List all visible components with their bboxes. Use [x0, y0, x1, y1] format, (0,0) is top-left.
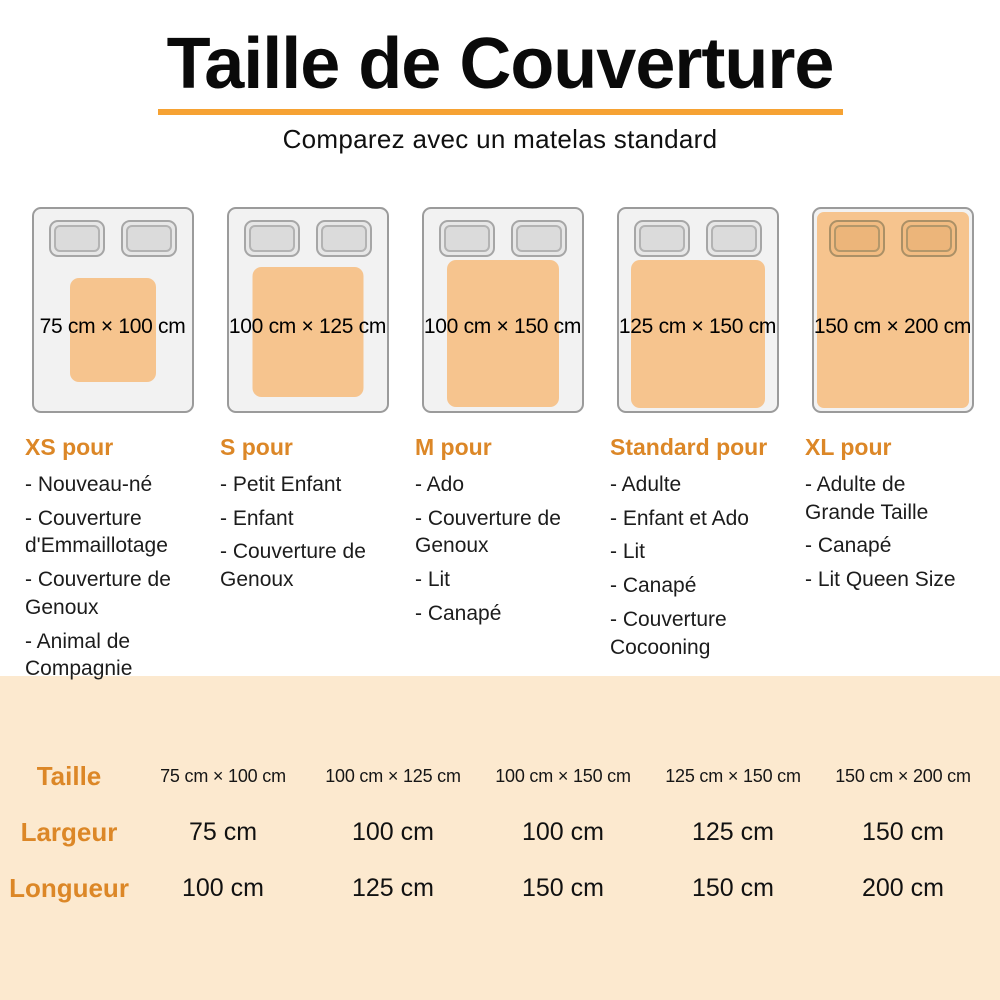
use-item: - Petit Enfant: [220, 473, 342, 496]
use-item: - Couverture d'Emmaillotage: [25, 506, 168, 558]
mattress-diagram-xs: [32, 207, 194, 413]
pillow-icon: [829, 220, 885, 257]
mattress-diagram-s: [227, 207, 389, 413]
table-cell: 200 cm: [862, 873, 944, 902]
use-item: - Couverture de Genoux: [220, 540, 366, 592]
size-column-xs: [25, 207, 200, 681]
size-column-s: [220, 207, 395, 676]
table-cell: 75 cm × 100 cm: [160, 765, 286, 786]
table-cell: 125 cm: [692, 817, 774, 846]
mattress-diagram-m: [422, 207, 584, 413]
size-column-xl: [805, 207, 980, 676]
pillow-icon: [244, 220, 300, 257]
size-title-m: M pour: [415, 434, 492, 460]
dimension-label-standard: 125 cm × 150 cm: [618, 315, 777, 338]
table-cell: 125 cm: [352, 873, 434, 902]
use-item: - Lit: [415, 568, 451, 592]
table-cell: 150 cm: [862, 817, 944, 846]
pillow-icon: [121, 220, 177, 257]
pillow-icon: [316, 220, 372, 257]
size-title-standard: Standard pour: [610, 434, 768, 460]
use-list-s: [220, 471, 395, 594]
use-list-xl: [805, 471, 980, 594]
table-cell: 100 cm: [182, 873, 264, 902]
use-item: - Canapé: [805, 534, 892, 558]
header: [0, 0, 1000, 172]
table-row-label-taille: Taille: [36, 760, 102, 791]
use-list-m: [415, 471, 590, 628]
use-item: - Couverture de Genoux: [415, 506, 561, 558]
use-list-xs: [25, 471, 200, 683]
table-cell: 100 cm × 125 cm: [325, 765, 461, 786]
dimension-label-xl: 150 cm × 200 cm: [813, 315, 972, 338]
size-table-band: [0, 676, 1000, 1000]
table-cell: 100 cm: [352, 817, 434, 846]
use-item: - Ado: [415, 473, 465, 496]
table-cell: 125 cm × 150 cm: [665, 765, 801, 786]
pillow-icon: [439, 220, 495, 257]
table-cell: 150 cm × 200 cm: [835, 765, 971, 786]
dimension-label-xs: 75 cm × 100 cm: [39, 315, 186, 338]
page-subtitle: Comparez avec un matelas standard: [282, 124, 718, 154]
page-title: Taille de Couverture: [166, 24, 834, 104]
use-item: - Lit: [610, 540, 646, 564]
table-cell: 150 cm: [522, 873, 604, 902]
use-item: - Enfant et Ado: [610, 506, 749, 530]
pillows: [424, 220, 582, 257]
size-column-standard: [610, 207, 785, 676]
use-item: - Adulte de Grande Taille: [805, 473, 929, 524]
size-comparison-row: [0, 207, 1000, 681]
pillow-icon: [511, 220, 567, 257]
mattress-diagram-xl: [812, 207, 974, 413]
use-item: - Canapé: [415, 601, 502, 625]
table-cell: 100 cm × 150 cm: [495, 765, 631, 786]
table-row-label-largeur: Largeur: [20, 816, 118, 847]
table-cell: 75 cm: [188, 817, 258, 846]
dimension-label-s: 100 cm × 125 cm: [228, 315, 387, 338]
use-list-standard: [610, 471, 785, 661]
mattress-diagram-standard: [617, 207, 779, 413]
pillows: [34, 220, 192, 257]
table-row-label-longueur: Longueur: [9, 872, 129, 903]
use-item: - Adulte: [610, 473, 682, 496]
pillows: [814, 220, 972, 257]
table-cell: 100 cm: [522, 817, 604, 846]
use-item: - Couverture de Genoux: [25, 568, 171, 619]
table-cell: 150 cm: [692, 873, 774, 902]
size-table: [0, 748, 988, 916]
pillows: [619, 220, 777, 257]
use-item: - Canapé: [610, 574, 697, 598]
pillows: [229, 220, 387, 257]
use-item: - Animal de Compagnie: [25, 629, 133, 681]
use-item: - Nouveau-né: [25, 473, 153, 496]
pillow-icon: [706, 220, 762, 257]
pillow-icon: [634, 220, 690, 257]
pillow-icon: [901, 220, 957, 257]
use-item: - Enfant: [220, 506, 294, 530]
size-title-xl: XL pour: [805, 434, 892, 460]
size-title-s: S pour: [220, 434, 293, 460]
dimension-label-m: 100 cm × 150 cm: [423, 315, 582, 338]
use-item: - Couverture Cocooning: [610, 607, 727, 659]
title-underline: [158, 109, 843, 115]
pillow-icon: [49, 220, 105, 257]
size-column-m: [415, 207, 590, 676]
use-item: - Lit Queen Size: [805, 568, 956, 592]
size-title-xs: XS pour: [25, 434, 114, 460]
